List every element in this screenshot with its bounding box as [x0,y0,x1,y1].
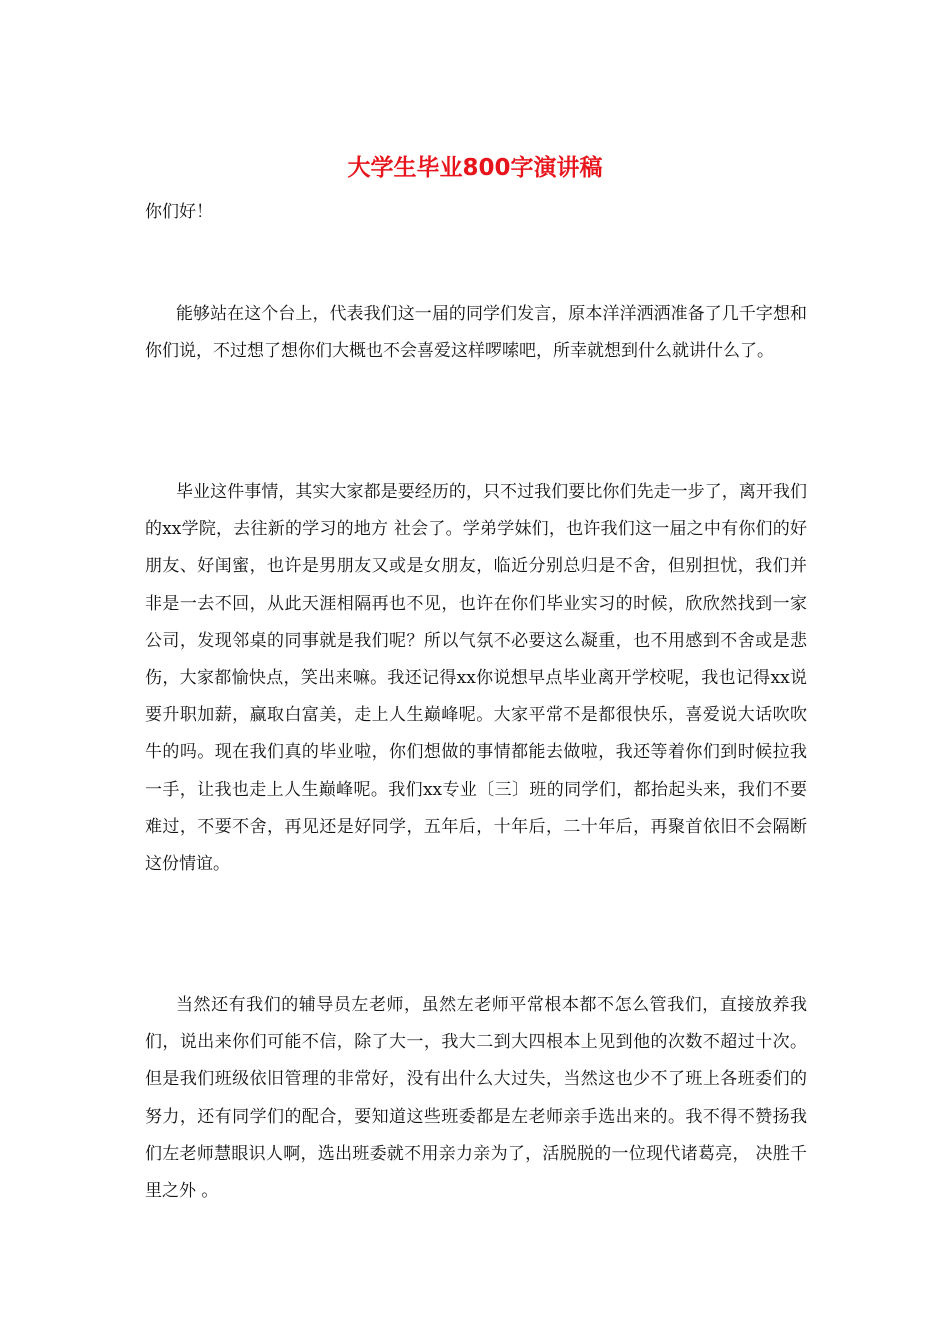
greeting-line: 你们好！ [145,202,213,222]
document-title: 大学生毕业800字演讲稿 [347,155,603,181]
body-paragraph-1: 能够站在这个台上，代表我们这一届的同学们发言，原本洋洋洒洒准备了几千字想和你们说，不过想了想你们大概也不会喜爱这样啰嗦吧，所幸就想到什么就讲什么了。 [145,304,807,362]
body-paragraph-3: 当然还有我们的辅导员左老师，虽然左老师平常根本都不怎么管我们，直接放养我们，说出来你们可能不信，除了大一，我大二到大四根本上见到他的次数不超过十次。但是我们班级依旧管理的非常好，没有出什么大过失，当然这也少不了班上各班委们的努力，还有同学们的配合，要知道这些班委都是左老师亲手选出来的。我不得不赞扬我们左老师慧眼识人啊，选出班委就不用亲力亲为了，活脱脱的一位现代诸葛亮， 决胜千里之外 。 [145,995,807,1202]
body-paragraph-2: 毕业这件事情，其实大家都是要经历的，只不过我们要比你们先走一步了，离开我们的xx学院，去往新的学习的地方 社会了。学弟学妹们，也许我们这一届之中有你们的好朋友、好闺蜜，也许是男朋友又或是女朋友，临近分别总归是不舍，但别担忧，我们并非是一去不回，从此天涯相隔再也不见，也许在你们毕业实习的时候，欣欣然找到一家公司，发现邻桌的同事就是我们呢？所以气氛不必要这么凝重，也不用感到不舍或是悲伤，大家都愉快点，笑出来嘛。我还记得xx你说想早点毕业离开学校呢，我也记得xx说要升职加薪，赢取白富美，走上人生巅峰呢。大家平常不是都很快乐，喜爱说大话吹吹牛的吗。现在我们真的毕业啦，你们想做的事情都能去做啦，我还等着你们到时候拉我一手，让我也走上人生巅峰呢。我们xx专业〔三〕班的同学们，都抬起头来，我们不要难过，不要不舍，再见还是好同学，五年后，十年后，二十年后，再聚首依旧不会隔断这份情谊。 [145,482,807,875]
